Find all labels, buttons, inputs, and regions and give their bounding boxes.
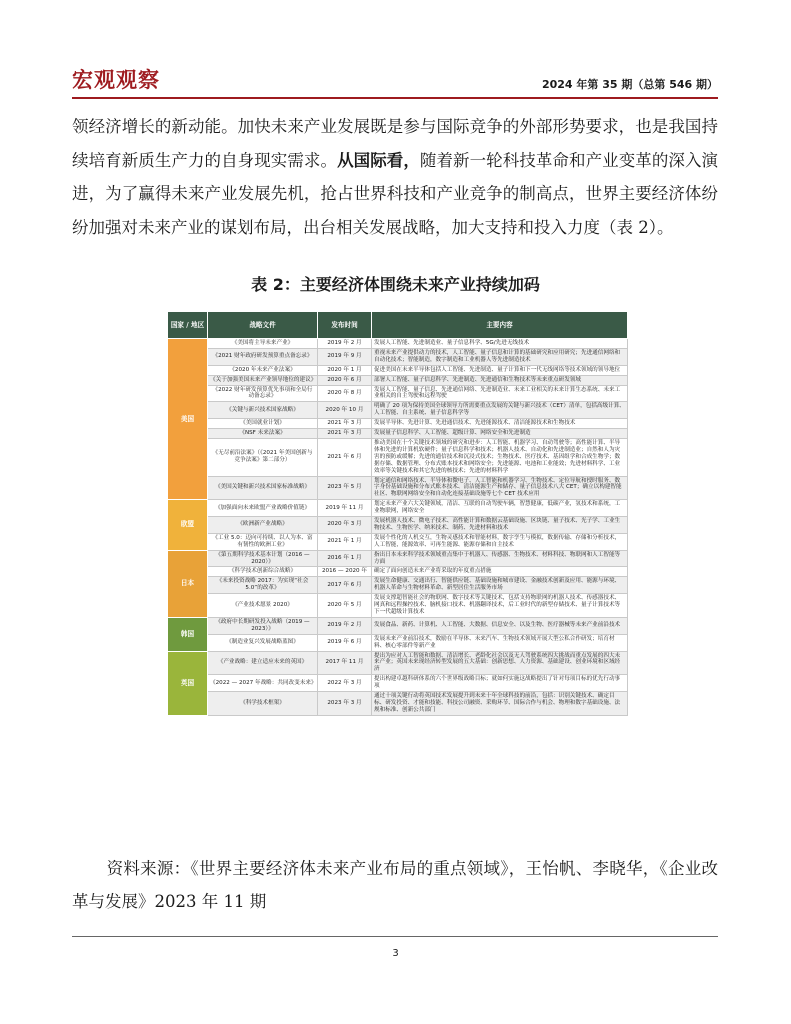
- journal-title: 宏观观察: [72, 68, 160, 92]
- country-eu: 欧盟: [168, 500, 208, 550]
- header-country: 国家 / 地区: [168, 312, 208, 339]
- row-date: 2019 年 11 月: [318, 500, 372, 517]
- country-korea: 韩国: [168, 617, 208, 651]
- paragraph-text-b: 随着新一轮科技革命和产业变革的深入演进，为了赢得未来产业发展先机，抢占世界科技和产业竞争的制高点，世界主要经济体纷纷加强对未来产业的谋划布局，出台相关发展战略，加大支持和投入力度（表 2）。: [72, 150, 719, 237]
- table-row: [168, 402, 628, 419]
- row-content: 发展半导体、先进计算、先进通信技术、先进能源技术、清洁能源技术和生物技术: [372, 419, 628, 429]
- row-doc: 《制造业复兴发展战略蓝图》: [208, 634, 318, 651]
- country-usa: 美国: [168, 339, 208, 500]
- row-date: 2016 — 2020 年: [318, 567, 372, 577]
- row-content: 提出构建卓越科研体系的六个世界级战略目标；就如何实施这战略提出了针对每项目标的优先行动事项: [372, 675, 628, 692]
- table-row: [168, 419, 628, 429]
- row-date: 2023 年 5 月: [318, 476, 372, 500]
- row-content: 通过十项关键行动将英国技术发展提升到未来十年全球科技的前沿，包括：识别关键技术、确定目标、研发投资、才能和技能、科技公司融资、采购环节、国际合作与机会、物理和数字基础设施、法规和标准、创新公共部门: [372, 692, 628, 716]
- table-caption: 表 2：主要经济体围绕未来产业持续加码: [251, 275, 540, 294]
- row-content: 推动美国在十个关键技术领域的研究和进步：人工智能、机器学习、自动驾驶等；高性能计算、半导体和先进的计算机软硬件；量子信息科学和技术；机器人技术、自动化和先进制造业；自然和人为灾害的预防或缓解；先进的通信技术和沉浸式技术；生物技术、医疗技术、基因组学和合成生物学；数据存储、数据管理、分布式账本技术和网络安全；先进能源、电池和工业能效；先进材料科学、工业效率等关键技术和其它先进的核技术；先进的材料科学: [372, 438, 628, 476]
- row-date: 2019 年 9 月: [318, 348, 372, 365]
- row-content: 部署人工智能、量子信息科学、先进制造、先进通信和生物技术等未来重点研发领域: [372, 375, 628, 385]
- row-content: 指出日本未来科学技术领域重点集中于机器人、传感器、生物技术、材料科技、物联网和人工智能等方面: [372, 550, 628, 567]
- paragraph-text-a: 领经济增长的新动能。加快未来产业发展既是参与国际竞争的外部形势要求，也是我国持续培育新质生产力的自身现实需求。: [72, 117, 718, 170]
- row-date: 2022 年 3 月: [318, 675, 372, 692]
- table-row: [168, 567, 628, 577]
- row-doc: 《美国关键和新兴技术国家标准战略》: [208, 476, 318, 500]
- row-doc: 《NSF 未来法案》: [208, 429, 318, 439]
- row-doc: 《工业 5.0：迈向可持续、以人为本、富有韧性的欧洲工业》: [208, 533, 318, 550]
- table-row: [168, 339, 628, 349]
- row-date: 2019 年 6 月: [318, 634, 372, 651]
- row-date: 2021 年 6 月: [318, 438, 372, 476]
- row-doc: 《美国就业计划》: [208, 419, 318, 429]
- row-doc: 《2022 — 2027 年战略：共同改变未来》: [208, 675, 318, 692]
- row-date: 2017 年 6 月: [318, 577, 372, 594]
- row-content: 发展机器人技术、微电子技术、高性能计算和数据云基础设施、区块链、量子技术、光子学、工业生物技术、生物医学、纳米技术、制药、先进材料和技术: [372, 517, 628, 534]
- row-date: 2021 年 3 月: [318, 419, 372, 429]
- row-doc: 《第五期科学技术基本计划（2016 — 2020）》: [208, 550, 318, 567]
- table-row: [168, 675, 628, 692]
- header-divider: [72, 97, 718, 99]
- row-date: 2020 年 10 月: [318, 402, 372, 419]
- row-content: 发展食品、新药、计算机、人工智能、大数据、信息安全、以及生物、医疗器械等未来产业前沿技术: [372, 617, 628, 634]
- country-uk: 英国: [168, 651, 208, 715]
- paragraph-bold: 从国际看，: [337, 150, 420, 170]
- strategy-table: [167, 311, 628, 716]
- country-japan: 日本: [168, 550, 208, 617]
- row-content: 发展量子信息科学、人工智能、超级计算、网络安全和先进制造: [372, 429, 628, 439]
- row-content: 明确了 20 项为保持美国全球领导力所需要重点发展的关键与新兴技术（CET）清单，包括高级计算、人工智能、自主系统、量子信息科学等: [372, 402, 628, 419]
- row-content: 划定通信和网络技术、半导体和微电子、人工智能和机器学习、生物技术、定位导航和授时服务、数字身份基础设施和分布式账本技术、清洁能源生产和储存、量子信息技术八大 CET；确立以构建智能社区、物联网网络安全和自动化连接基础设施等七个 CET 技术应用: [372, 476, 628, 500]
- table-header-row: [168, 312, 628, 339]
- table-row: [168, 550, 628, 567]
- row-date: 2019 年 2 月: [318, 339, 372, 349]
- row-date: 2020 年 5 月: [318, 594, 372, 618]
- header-content: 主要内容: [372, 312, 628, 339]
- table-row: [168, 517, 628, 534]
- table-row: [168, 594, 628, 618]
- row-date: 2016 年 1 月: [318, 550, 372, 567]
- row-date: 2020 年 1 月: [318, 365, 372, 375]
- row-doc: 《产业技术愿景 2020》: [208, 594, 318, 618]
- row-date: 2019 年 2 月: [318, 617, 372, 634]
- row-doc: 《科学技术框架》: [208, 692, 318, 716]
- source-note: 资料来源：《世界主要经济体未来产业布局的重点领域》，王怡帆、李晓华，《企业改革与发展》2023 年 11 期: [72, 859, 718, 911]
- header-date: 发布时间: [318, 312, 372, 339]
- row-doc: 《2022 财年研发预算优先事项和全局行动备忘录》: [208, 385, 318, 402]
- row-doc: 《欧洲新产业战略》: [208, 517, 318, 534]
- row-content: 发展生命健康、交通出行、智能供应链、基础设施和城市建设、金融技术创新及应用、能源与环境、机器人革命与生物材料革命、新型居住生活服务市场: [372, 577, 628, 594]
- row-date: 2020 年 6 月: [318, 375, 372, 385]
- row-doc: 《2020 年未来产业法案》: [208, 365, 318, 375]
- row-content: 发展个性化的人机交互，生物灵感技术和智能材料，数字孪生与模拟，数据传输、存储和分析技术，人工智能，能源效率、可再生能源、能源存储和自主技术: [372, 533, 628, 550]
- row-doc: 《2021 财年政府研发预算重点备忘录》: [208, 348, 318, 365]
- row-date: 2023 年 3 月: [318, 692, 372, 716]
- page-header: [72, 64, 718, 96]
- table-row: [168, 692, 628, 716]
- row-date: 2020 年 3 月: [318, 517, 372, 534]
- table-row: [168, 533, 628, 550]
- row-content: 提出为应对人工智能和数据、清洁增长、老龄化社会以及无人驾驶系统四大挑战而重点发展的四大未来产业；英国未来现经济转型发展的五大基础：创新思想、人力资源、基础建设、创业环境和区域经济: [372, 651, 628, 675]
- header-doc: 战略文件: [208, 312, 318, 339]
- page-number: 3: [392, 948, 399, 959]
- row-date: 2021 年 3 月: [318, 429, 372, 439]
- row-doc: 《未来投资战略 2017：为实现“社会 5.0”的改革》: [208, 577, 318, 594]
- row-content: 确定了面向创造未来产业将采取的年度重点措施: [372, 567, 628, 577]
- footer-divider: [72, 936, 718, 937]
- table-row: [168, 365, 628, 375]
- issue-label: 2024 年第 35 期（总第 546 期）: [541, 78, 718, 91]
- row-date: 2020 年 8 月: [318, 385, 372, 402]
- table-row: [168, 651, 628, 675]
- row-doc: 《加强面向未来欧盟产业战略价值链》: [208, 500, 318, 517]
- table-row: [168, 476, 628, 500]
- row-doc: 《关键与新兴技术国家战略》: [208, 402, 318, 419]
- body-paragraph: [72, 110, 718, 244]
- table-row: [168, 429, 628, 439]
- row-doc: 《关于加强美国未来产业领导地位的建议》: [208, 375, 318, 385]
- row-doc: 《产业战略：建立适应未来的英国》: [208, 651, 318, 675]
- table-row: [168, 438, 628, 476]
- table-row: [168, 500, 628, 517]
- row-content: 发展未来产业前沿技术，数励在半导体、未来汽车、生物技术领域开展大型公私合作研发；培育材料、核心零部件等新产业: [372, 634, 628, 651]
- row-doc: 《无尽前沿法案》（《2021 年美国创新与竞争法案》第二部分）: [208, 438, 318, 476]
- table-row: [168, 577, 628, 594]
- row-content: 发展支撑超智能社会的物联网、数字技术等关键技术，包括支持物联网的机器人技术、传感器技术、网真和远程操控技术、脑机接口技术、机器翻译技术，后工业时代的新型存储技术、量子计算技术等下一代超级计算技术: [372, 594, 628, 618]
- table-row: [168, 385, 628, 402]
- row-date: 2017 年 11 月: [318, 651, 372, 675]
- row-content: 促进美国在未来半导体包括人工智能、先进制造、量子计算和下一代无线网络等技术领域的领导地位: [372, 365, 628, 375]
- table-row: [168, 375, 628, 385]
- row-doc: 《政府中长期研发投入战略（2019 — 2023）》: [208, 617, 318, 634]
- table-row: [168, 348, 628, 365]
- row-content: 发展人工智能、先进制造业、量子信息科学、5G/先进无线技术: [372, 339, 628, 349]
- row-doc: 《科学技术创新综合战略》: [208, 567, 318, 577]
- row-content: 重视未来产业提供动力的技术，人工智能、量子信息和计算的基础研究和应用研究；先进通信网络和自动化技术；智能制造，数字制造和工业机器人等先进制造技术: [372, 348, 628, 365]
- row-content: 划定未来产业六大关键领域，清洁、互联的自动驾驶车辆，智慧健康，低碳产业，氢技术和系统，工业物联网，网络安全: [372, 500, 628, 517]
- table-row: [168, 634, 628, 651]
- table-row: [168, 617, 628, 634]
- row-doc: 《美国将主导未来产业》: [208, 339, 318, 349]
- row-date: 2021 年 1 月: [318, 533, 372, 550]
- row-content: 发展人工智能、量子信息、先进通信网络、先进制造业、未来工业相关的未来计算生态系统、未来工业相关的自主驾驶和远程驾驶: [372, 385, 628, 402]
